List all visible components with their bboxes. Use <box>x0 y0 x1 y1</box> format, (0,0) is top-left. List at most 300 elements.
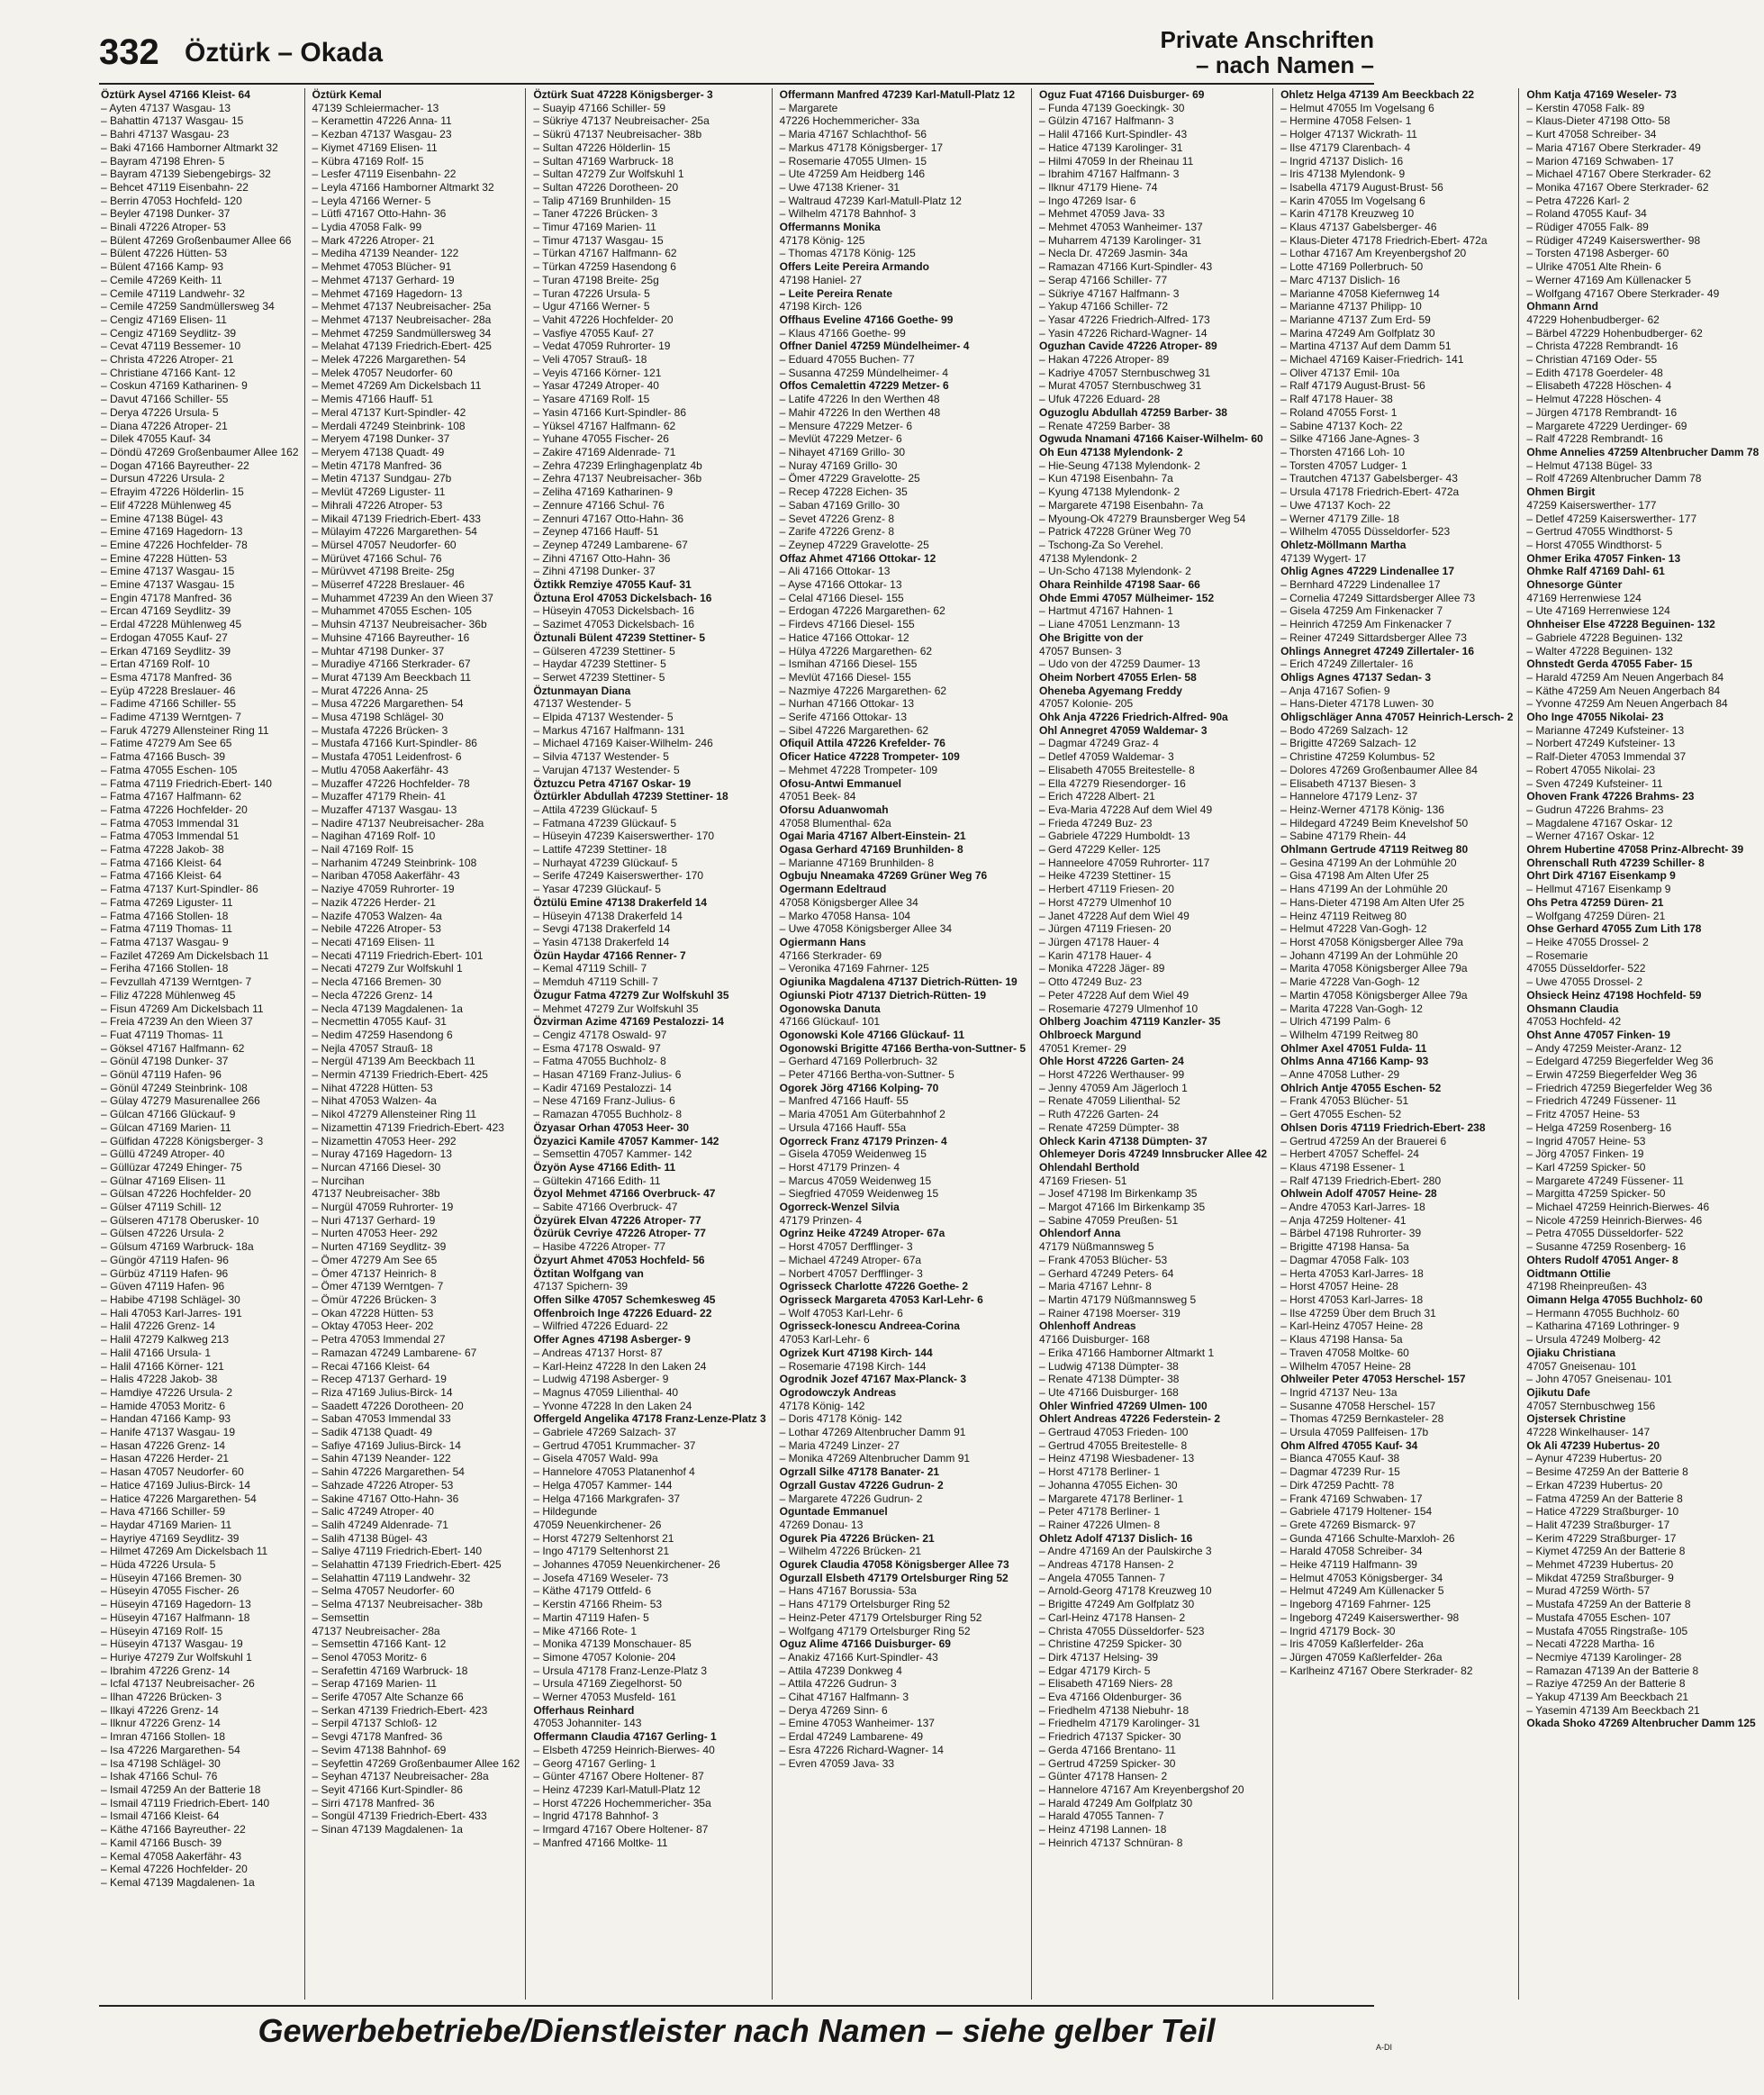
surname-entry: Ohlings Annegret 47249 Zillertaler- 16 <box>1280 644 1475 658</box>
listing-entry: – Mehmet 47239 Hubertus- 20 <box>1526 1558 1674 1572</box>
listing-entry: – Hannelore 47053 Platanenhof 4 <box>533 1465 695 1479</box>
listing-entry: – Dilek 47055 Kauf- 34 <box>101 432 212 446</box>
listing-entry: – Mehmet 47137 Gerhard- 19 <box>312 273 455 286</box>
listing-entry: – Erdal 47249 Lambarene- 49 <box>779 1730 924 1744</box>
surname-entry: Ohsieck Heinz 47198 Hochfeld- 59 <box>1526 988 1702 1002</box>
listing-entry: 47051 Beek- 84 <box>779 790 856 803</box>
listing-entry: – Memduh 47119 Schill- 7 <box>533 975 658 989</box>
surname-entry: Ohlms Anna 47166 Kamp- 93 <box>1280 1055 1429 1068</box>
surname-entry: Ogrisseck Charlotte 47226 Goethe- 2 <box>779 1280 969 1293</box>
listing-entry: – Safiye 47169 Julius-Birck- 14 <box>312 1438 461 1452</box>
listing-entry: – Erdogan 47055 Kauf- 27 <box>101 630 228 644</box>
listing-entry: – Kurt 47058 Schreiber- 34 <box>1526 128 1657 141</box>
listing-entry: – Rosemarie 47198 Kirch- 144 <box>779 1359 927 1373</box>
listing-entry: – Selahattin 47119 Landwehr- 32 <box>312 1571 471 1584</box>
listing-entry: – Patrick 47228 Grüner Weg 70 <box>1039 525 1191 539</box>
listing-entry: – Horst 47057 Derfflinger- 3 <box>779 1240 913 1254</box>
listing-entry: – Hüseyin 47137 Wasgau- 19 <box>101 1637 243 1651</box>
listing-entry: – Keramettin 47226 Anna- 11 <box>312 114 452 128</box>
listing-entry: – Fatma 47228 Jakob- 38 <box>101 843 224 857</box>
listing-entry: – Feriha 47166 Stollen- 18 <box>101 962 229 975</box>
listing-entry: – Wolf 47053 Karl-Lehr- 6 <box>779 1306 903 1320</box>
listing-entry: – Harald 47055 Tannen- 7 <box>1039 1809 1164 1823</box>
listing-entry: – Emine 47137 Wasgau- 15 <box>101 578 235 592</box>
surname-entry: Ohlmann Gertrude 47119 Reitweg 80 <box>1280 843 1469 857</box>
listing-entry: – Hannelore 47167 Am Kreyenbergshof 20 <box>1039 1783 1244 1796</box>
corner-code: A-DI <box>1376 2043 1392 2052</box>
listing-entry: – Nuray 47169 Grillo- 30 <box>779 458 898 472</box>
listing-entry: – Trautchen 47137 Gabelsberger- 43 <box>1280 472 1458 485</box>
listing-entry: – Harald 47058 Schreiber- 34 <box>1280 1545 1423 1558</box>
listing-entry: – Kiymet 47169 Elisen- 11 <box>312 141 438 154</box>
listing-entry: – Ömer 47279 Am See 65 <box>312 1253 438 1266</box>
listing-entry: – Ismihan 47166 Diesel- 155 <box>779 658 918 671</box>
listing-entry: – Eduard 47055 Buchen- 77 <box>779 353 915 367</box>
listing-entry: 47053 Karl-Lehr- 6 <box>779 1333 870 1347</box>
listing-entry: – Gülay 47279 Masurenallee 266 <box>101 1094 260 1108</box>
listing-entry: – Salih 47138 Bügel- 43 <box>312 1531 428 1545</box>
surname-entry: Offer Agnes 47198 Asberger- 9 <box>533 1333 691 1347</box>
listing-entry: – Ilse 47179 Clarenbach- 4 <box>1280 141 1411 154</box>
surname-entry: Ogai Maria 47167 Albert-Einstein- 21 <box>779 830 966 843</box>
listing-entry: – Hanife 47137 Wasgau- 19 <box>101 1426 235 1439</box>
listing-entry: – Gülcan 47169 Marien- 11 <box>101 1120 231 1134</box>
listing-entry: 47178 König- 125 <box>779 233 865 247</box>
listing-entry: – Zarife 47226 Grenz- 8 <box>779 525 895 539</box>
listing-entry: – Roland 47055 Forst- 1 <box>1280 405 1398 419</box>
listing-entry: – Gisa 47198 Am Alten Ufer 25 <box>1280 869 1429 883</box>
listing-entry: – Beyler 47198 Dunker- 37 <box>101 207 231 221</box>
surname-entry: Ogonowski Kole 47166 Glückauf- 11 <box>779 1028 965 1041</box>
listing-entry: – Horst 47178 Berliner- 1 <box>1039 1465 1161 1479</box>
listing-entry: – Horst 47279 Seltenhorst 21 <box>533 1531 674 1545</box>
listing-entry: – Yasar 47249 Atroper- 40 <box>533 379 659 393</box>
listing-entry: – Margarete 47229 Uerdinger- 69 <box>1526 419 1687 432</box>
surname-entry: Ohmer Erika 47057 Finken- 13 <box>1526 551 1681 565</box>
surname-entry: Özyol Mehmet 47166 Overbruck- 47 <box>533 1187 716 1201</box>
surname-entry: Ogermann Edeltraud <box>779 883 887 896</box>
listing-entry: – Ursula 47178 Franz-Lenze-Platz 3 <box>533 1664 708 1677</box>
surname-entry: Offaz Ahmet 47166 Ottokar- 12 <box>779 551 936 565</box>
listing-entry: – Cengiz 47169 Elisen- 11 <box>101 313 227 326</box>
listing-entry: – Werner 47179 Zille- 18 <box>1280 512 1399 525</box>
listing-entry: – Gerhard 47249 Peters- 64 <box>1039 1266 1174 1280</box>
listing-entry: – Angela 47055 Tannen- 7 <box>1039 1571 1165 1584</box>
listing-entry: – Salih 47249 Aldenrade- 71 <box>312 1518 448 1531</box>
listing-entry: – Gönül 47119 Hafen- 96 <box>101 1068 222 1082</box>
listing-entry: – Brigitte 47198 Hansa- 5a <box>1280 1240 1409 1254</box>
footer-rule <box>99 2005 1374 2007</box>
listing-entry: – Eyüp 47228 Breslauer- 46 <box>101 684 236 697</box>
listing-entry: – Peter 47178 Berliner- 1 <box>1039 1505 1161 1519</box>
surname-entry: Ohletz Adolf 47137 Dislich- 16 <box>1039 1531 1193 1545</box>
listing-entry: – Hüseyin 47239 Kaiserswerther- 170 <box>533 830 715 843</box>
listing-entry: – Selma 47057 Neudorfer- 60 <box>312 1584 455 1598</box>
listing-entry: – Mustafa 47259 An der Batterie 8 <box>1526 1598 1691 1611</box>
surname-entry: Ohara Reinhilde 47198 Saar- 66 <box>1039 578 1200 592</box>
listing-entry: – Klaus 47166 Goethe- 99 <box>779 326 906 340</box>
listing-entry: – Fatmana 47239 Glückauf- 5 <box>533 816 677 830</box>
listing-entry: – Bayram 47139 Siebengebirgs- 32 <box>101 168 271 181</box>
listing-entry: – Jürgen 47059 Kaßlerfelder- 26a <box>1280 1650 1443 1664</box>
listing-entry: – Göksel 47167 Halfmann- 62 <box>101 1041 245 1055</box>
listing-entry: – Andre 47053 Karl-Jarres- 18 <box>1280 1201 1425 1214</box>
listing-entry: – Ufuk 47226 Eduard- 28 <box>1039 393 1161 406</box>
listing-entry: – Margarete 47226 Gudrun- 2 <box>779 1492 923 1505</box>
listing-entry: 47166 Sterkrader- 69 <box>779 948 882 962</box>
listing-entry: – Hatice 47226 Margarethen- 54 <box>101 1492 257 1505</box>
listing-entry: – Ömer 47137 Heinrich- 8 <box>312 1266 437 1280</box>
listing-entry: – Ilhan 47226 Brücken- 3 <box>101 1691 222 1704</box>
surname-entry: Ohters Rudolf 47051 Anger- 8 <box>1526 1253 1678 1266</box>
listing-entry: – Johanna 47055 Eichen- 30 <box>1039 1478 1178 1492</box>
listing-entry: – Georg 47167 Gerling- 1 <box>533 1756 656 1770</box>
listing-entry: – Mehmet 47259 Sandmüllersweg 34 <box>312 326 492 340</box>
surname-entry: Ohrt Dirk 47167 Eisenkamp 9 <box>1526 869 1676 883</box>
listing-entry: – Torsten 47198 Asberger- 60 <box>1526 247 1669 260</box>
listing-entry: – Horst 47053 Karl-Jarres- 18 <box>1280 1292 1424 1306</box>
listing-entry: 47229 Hohenbudberger- 62 <box>1526 313 1660 326</box>
listing-entry: – Erich 47249 Zillertaler- 16 <box>1280 658 1414 671</box>
listing-entry: – Mustafa 47055 Ringstraße- 105 <box>1526 1624 1688 1637</box>
listing-entry: – Wolfgang 47167 Obere Sterkrader- 49 <box>1526 286 1720 300</box>
listing-entry: – Nejla 47057 Strauß- 18 <box>312 1041 433 1055</box>
listing-entry: – Andreas 47178 Hansen- 2 <box>1039 1558 1174 1572</box>
listing-entry: – Serife 47166 Ottokar- 13 <box>779 711 908 724</box>
listing-entry: – Klaus 47198 Essener- 1 <box>1280 1160 1406 1174</box>
surname-entry: Ohleck Karin 47138 Dümpten- 37 <box>1039 1134 1208 1147</box>
listing-entry: – Herta 47053 Karl-Jarres- 18 <box>1280 1266 1424 1280</box>
surname-entry: Ohle Horst 47226 Garten- 24 <box>1039 1055 1184 1068</box>
listing-entry: – Necati 47279 Zur Wolfskuhl 1 <box>312 962 463 975</box>
listing-entry: – Anja 47259 Holtener- 41 <box>1280 1213 1407 1227</box>
listing-entry: – Gisela 47059 Weidenweg 15 <box>779 1147 927 1161</box>
listing-entry: – Murad 47259 Wörth- 57 <box>1526 1584 1651 1598</box>
listing-entry: – Traven 47058 Moltke- 60 <box>1280 1346 1409 1359</box>
listing-entry: – Ingrid 47057 Heine- 53 <box>1526 1134 1646 1147</box>
listing-entry: – Ingeborg 47249 Kaiserswerther- 98 <box>1280 1610 1460 1624</box>
listing-entry: – Saban 47169 Grillo- 30 <box>779 498 900 512</box>
listing-entry: – Walter 47228 Beguinen- 132 <box>1526 644 1673 658</box>
listing-entry: – Fatma 47166 Kleist- 64 <box>101 856 222 869</box>
listing-entry: – Peter 47228 Auf dem Wiel 49 <box>1039 988 1190 1002</box>
listing-entry: – Hüseyin 47138 Drakerfeld 14 <box>533 909 683 922</box>
listing-entry: – Hüseyin 47166 Bremen- 30 <box>101 1571 242 1584</box>
surname-entry: Öztürk Kemal <box>312 88 382 101</box>
listing-entry: – Marcus 47059 Weidenweg 15 <box>779 1174 932 1187</box>
surname-entry: Ohme Annelies 47259 Altenbrucher Damm 78 <box>1526 445 1759 458</box>
listing-entry: – Ute 47259 Am Heidberg 146 <box>779 168 926 181</box>
listing-entry: – Martina 47137 Auf dem Damm 51 <box>1280 340 1452 353</box>
listing-entry: – Gertrud 47259 Spicker- 30 <box>1039 1756 1176 1770</box>
listing-entry: – Monika 47167 Obere Sterkrader- 62 <box>1526 180 1709 194</box>
listing-entry: – Ursula 47169 Ziegelhorst- 50 <box>533 1677 683 1691</box>
listing-entry: – Heinz 47198 Wiesbadener- 13 <box>1039 1452 1195 1465</box>
listing-entry: – Sevgi 47138 Drakerfeld 14 <box>533 922 671 936</box>
surname-entry: Öztunmayan Diana <box>533 684 631 697</box>
surname-entry: Ogrodnik Jozef 47167 Max-Planck- 3 <box>779 1373 967 1386</box>
listing-entry: – Musa 47226 Margarethen- 54 <box>312 697 464 711</box>
listing-entry: – Mehmet 47137 Neubreisacher- 25a <box>312 300 492 313</box>
listing-entry: – Mürüvet 47166 Schul- 76 <box>312 551 442 565</box>
listing-entry: – Roland 47055 Kauf- 34 <box>1526 207 1647 221</box>
listing-entry: – Gertrud 47055 Windthorst- 5 <box>1526 525 1673 539</box>
listing-entry: – Gabriele 47229 Humboldt- 13 <box>1039 830 1190 843</box>
listing-entry: – Sabine 47137 Koch- 22 <box>1280 419 1403 432</box>
listing-entry: – Sabine 47179 Rhein- 44 <box>1280 830 1407 843</box>
listing-entry: – Waltraud 47239 Karl-Matull-Platz 12 <box>779 194 962 207</box>
listing-entry: – Kadriye 47057 Sternbuschweg 31 <box>1039 366 1211 379</box>
surname-entry: Ofosu-Antwi Emmanuel <box>779 776 901 790</box>
listing-entry: – Nuri 47137 Gerhard- 19 <box>312 1213 436 1227</box>
listing-entry: – Markus 47167 Halfmann- 131 <box>533 723 685 737</box>
listing-entry: – Petra 47055 Düsseldorfer- 522 <box>1526 1227 1684 1240</box>
listing-entry: – Marie 47228 Van-Gogh- 12 <box>1280 975 1420 989</box>
listing-entry: – Sevgi 47178 Manfred- 36 <box>312 1730 443 1744</box>
listing-entry: – Lattife 47239 Stettiner- 18 <box>533 843 667 857</box>
listing-entry: – Recep 47137 Gerhard- 19 <box>312 1373 447 1386</box>
listing-entry: – Raziye 47259 An der Batterie 8 <box>1526 1677 1686 1691</box>
listing-entry: 47259 Kaiserswerther- 177 <box>1526 498 1657 512</box>
listing-entry: – Hildegunde <box>533 1505 598 1519</box>
listing-entry: – Mevlüt 47229 Metzer- 6 <box>779 432 902 446</box>
listing-entry: – Necati 47228 Martha- 16 <box>1526 1637 1655 1651</box>
listing-entry: – Myoung-Ok 47279 Braunsberger Weg 54 <box>1039 512 1246 525</box>
listing-entry: 47058 Blumenthal- 62a <box>779 816 891 830</box>
surname-entry: Ogrzall Silke 47178 Banater- 21 <box>779 1465 940 1479</box>
listing-entry: – Isa 47226 Margarethen- 54 <box>101 1743 240 1756</box>
surname-entry: Ohst Anne 47057 Finken- 19 <box>1526 1028 1670 1041</box>
listing-entry: – Kerstin 47166 Rheim- 53 <box>533 1598 663 1611</box>
listing-entry: 47226 Hochemmericher- 33a <box>779 114 920 128</box>
surname-entry: Özyasar Orhan 47053 Heer- 30 <box>533 1120 690 1134</box>
listing-entry: – Jürgen 47119 Friesen- 20 <box>1039 922 1171 936</box>
listing-entry: – Ingrid 47178 Bahnhof- 3 <box>533 1809 659 1823</box>
listing-entry: – Melek 47226 Margarethen- 54 <box>312 353 466 367</box>
listing-entry: – Serafettin 47169 Warbruck- 18 <box>312 1664 468 1677</box>
listing-entry: – Yakup 47139 Am Beeckbach 21 <box>1526 1691 1689 1704</box>
listing-entry: – Derya 47269 Sinn- 6 <box>779 1703 888 1717</box>
listing-entry: – Friedhelm 47179 Karolinger- 31 <box>1039 1717 1200 1730</box>
listing-entry: – Necla 47166 Bremen- 30 <box>312 975 441 989</box>
listing-entry: – Wilhelm 47057 Heine- 28 <box>1280 1359 1411 1373</box>
listing-entry: – Gülzin 47167 Halfmann- 3 <box>1039 114 1174 128</box>
listing-entry: – Helmut 47138 Bügel- 33 <box>1526 458 1652 472</box>
listing-entry: – Simone 47057 Kolonie- 204 <box>533 1650 676 1664</box>
listing-entry: – Mikdat 47259 Straßburger- 9 <box>1526 1571 1674 1584</box>
listing-entry: – Hamdiye 47226 Ursula- 2 <box>101 1385 233 1399</box>
listing-entry: – Muhsine 47166 Bayreuther- 16 <box>312 630 470 644</box>
listing-entry: – Susanne 47058 Herschel- 157 <box>1280 1399 1436 1412</box>
listing-entry: – Friedrich 47137 Spicker- 30 <box>1039 1730 1181 1744</box>
listing-entry: – Varujan 47137 Westender- 5 <box>533 763 680 776</box>
listing-entry: – Muhammet 47239 An den Wieen 37 <box>312 591 493 604</box>
listing-entry: – Heike 47239 Stettiner- 15 <box>1039 869 1171 883</box>
listing-entry: – Haydar 47239 Stettiner- 5 <box>533 658 666 671</box>
listing-entry: – Saliye 47119 Friedrich-Ebert- 140 <box>312 1545 483 1558</box>
listing-entry: – Muhammet 47055 Eschen- 105 <box>312 604 472 618</box>
listing-entry: – Halit 47239 Straßburger- 17 <box>1526 1518 1670 1531</box>
listing-entry: – Nicole 47259 Heinrich-Bierwes- 46 <box>1526 1213 1703 1227</box>
listing-entry: – Hannelore 47179 Lenz- 37 <box>1280 790 1418 803</box>
listing-entry: – Icfal 47137 Neubreisacher- 26 <box>101 1677 255 1691</box>
listing-entry: – Funda 47139 Goeckingk- 30 <box>1039 101 1185 114</box>
listing-entry: – Hakan 47226 Atroper- 89 <box>1039 353 1170 367</box>
listing-entry: – Markus 47178 Königsberger- 17 <box>779 141 944 154</box>
listing-entry: – Petra 47053 Immendal 27 <box>312 1333 446 1347</box>
surname-entry: Ojiaku Christiana <box>1526 1346 1616 1359</box>
listing-entry: – Ella 47279 Riesendorger- 16 <box>1039 776 1186 790</box>
surname-entry: Ohlendahl Berthold <box>1039 1160 1140 1174</box>
listing-entry: – Ursula 47249 Molberg- 42 <box>1526 1333 1661 1347</box>
listing-entry: – Ludwig 47198 Asberger- 9 <box>533 1373 669 1386</box>
listing-entry: – Ramazan 47166 Kurt-Spindler- 43 <box>1039 260 1213 274</box>
listing-entry: – Fatime 47279 Am See 65 <box>101 737 232 750</box>
listing-entry: – Ayten 47137 Wasgau- 13 <box>101 101 231 114</box>
listing-entry: – Metin 47178 Manfred- 36 <box>312 458 442 472</box>
listing-entry: – Maria 47249 Linzer- 27 <box>779 1438 900 1452</box>
listing-entry: – Selahattin 47139 Friedrich-Ebert- 425 <box>312 1558 502 1572</box>
listing-entry: – Necati 47169 Elisen- 11 <box>312 936 436 948</box>
listing-entry: – Heinrich 47259 Am Finkenacker 7 <box>1280 618 1452 631</box>
listing-entry: – Fatma 47226 Hochfelder- 20 <box>101 803 248 816</box>
listing-entry: – Sükriye 47137 Neubreisacher- 25a <box>533 114 710 128</box>
listing-entry: – Kadir 47169 Pestalozzi- 14 <box>533 1081 672 1094</box>
listing-entry: – Muhsin 47137 Neubreisacher- 36b <box>312 618 487 631</box>
listing-entry: – Derya 47226 Ursula- 5 <box>101 405 219 419</box>
surname-entry: Ohlrich Antje 47055 Eschen- 52 <box>1280 1081 1442 1094</box>
listing-entry: – Bahri 47137 Wasgau- 23 <box>101 128 230 141</box>
listing-entry: – Helmut 47228 Van-Gogh- 12 <box>1280 922 1427 936</box>
listing-entry: – Hüseyin 47053 Dickelsbach- 16 <box>533 604 695 618</box>
listing-entry: – Ayse 47166 Ottokar- 13 <box>779 578 902 592</box>
listing-entry: – Hayriye 47169 Seydlitz- 39 <box>101 1531 240 1545</box>
listing-entry: – Edith 47178 Goerdeler- 48 <box>1526 366 1663 379</box>
listing-entry: 47198 Rheinpreußen- 43 <box>1526 1280 1647 1293</box>
listing-entry: – Türkan 47259 Hasendong 6 <box>533 260 676 274</box>
listing-entry: – Horst 47226 Hochemmericher- 35a <box>533 1796 711 1809</box>
surname-entry: Ohligschläger Anna 47057 Heinrich-Lersch- 2 <box>1280 711 1514 724</box>
listing-entry: – Hüseyin 47169 Rolf- 15 <box>101 1624 223 1637</box>
listing-entry: 47053 Hochfeld- 42 <box>1526 1015 1622 1029</box>
listing-entry: – Marianne 47169 Brunhilden- 8 <box>779 856 935 869</box>
directory-column <box>304 88 526 2000</box>
listing-entry: – Michael 47169 Kaiser-Wilhelm- 246 <box>533 737 713 750</box>
surname-entry: Ogurek Pia 47226 Brücken- 21 <box>779 1531 935 1545</box>
listing-entry: – Gülfidan 47228 Königsberger- 3 <box>101 1134 264 1147</box>
listing-entry: – Bayram 47198 Ehren- 5 <box>101 154 225 168</box>
listing-entry: 47179 Nüßmannsweg 5 <box>1039 1240 1154 1254</box>
listing-entry: – Saban 47053 Immendal 33 <box>312 1412 451 1426</box>
surname-entry: Oforsu Aduanwomah <box>779 803 889 816</box>
listing-entry: – Maria 47167 Schlachthof- 56 <box>779 128 927 141</box>
listing-entry: – Heinz 47239 Karl-Matull-Platz 12 <box>533 1783 701 1796</box>
listing-entry: – Silke 47166 Jane-Agnes- 3 <box>1280 432 1420 446</box>
listing-entry: – Berrin 47053 Hochfeld- 120 <box>101 194 242 207</box>
listing-entry: – Karin 47178 Hauer- 4 <box>1039 948 1152 962</box>
listing-entry: – Hatice 47169 Julius-Birck- 14 <box>101 1478 251 1492</box>
listing-entry: – Fazilet 47269 Am Dickelsbach 11 <box>101 948 269 962</box>
listing-entry: – Murat 47226 Anna- 25 <box>312 684 429 697</box>
listing-entry: – Susanne 47259 Rosenberg- 16 <box>1526 1240 1687 1254</box>
listing-entry: – Nazmiye 47226 Margarethen- 62 <box>779 684 947 697</box>
listing-entry: – Mehmet 47053 Wanheimer- 137 <box>1039 221 1203 234</box>
listing-entry: – Emine 47169 Hagedorn- 13 <box>101 525 243 539</box>
listing-entry: – Harald 47259 Am Neuen Angerbach 84 <box>1526 670 1724 684</box>
listing-entry: – Gönül 47198 Dunker- 37 <box>101 1055 229 1068</box>
listing-entry: – Udo von der 47259 Daumer- 13 <box>1039 658 1200 671</box>
listing-entry: – Nazik 47226 Herder- 21 <box>312 895 436 909</box>
listing-entry: – Gülsum 47169 Warbruck- 18a <box>101 1240 254 1254</box>
listing-entry: – Halil 47226 Grenz- 14 <box>101 1320 215 1333</box>
surname-entry: Ohe Brigitte von der <box>1039 630 1144 644</box>
listing-entry: 47139 Schleiermacher- 13 <box>312 101 439 114</box>
listing-entry: – Necati 47119 Friedrich-Ebert- 101 <box>312 948 484 962</box>
listing-entry: – Hermine 47058 Felsen- 1 <box>1280 114 1412 128</box>
surname-entry: Ogiunski Piotr 47137 Dietrich-Rütten- 19 <box>779 988 987 1002</box>
listing-entry: – Frank 47169 Schwaben- 17 <box>1280 1492 1423 1505</box>
listing-entry: – Nese 47169 Franz-Julius- 6 <box>533 1094 675 1108</box>
listing-entry: – Heike 47055 Drossel- 2 <box>1526 936 1649 948</box>
listing-entry: – Binali 47226 Atroper- 53 <box>101 221 226 234</box>
listing-entry: – Ralf 47139 Friedrich-Ebert- 280 <box>1280 1174 1442 1187</box>
listing-entry: – Yvonne 47259 Am Neuen Angerbach 84 <box>1526 697 1728 711</box>
surname-entry: Öztürkler Abdullah 47239 Stettiner- 18 <box>533 790 728 803</box>
listing-entry: – Rosemarie 47279 Ulmenhof 10 <box>1039 1002 1199 1015</box>
listing-entry: – Kübra 47169 Rolf- 15 <box>312 154 424 168</box>
listing-entry: – Helga 47259 Rosenberg- 16 <box>1526 1120 1672 1134</box>
listing-entry: – Yasin 47166 Kurt-Spindler- 86 <box>533 405 686 419</box>
listing-entry: – Ömür 47226 Brücken- 3 <box>312 1292 437 1306</box>
listing-entry: – Michael 47169 Kaiser-Friedrich- 141 <box>1280 353 1464 367</box>
listing-entry: – Güllüzar 47249 Ehinger- 75 <box>101 1160 242 1174</box>
listing-entry: – Helmut 47228 Höschen- 4 <box>1526 393 1661 406</box>
surname-entry: Ohoven Frank 47226 Brahms- 23 <box>1526 790 1695 803</box>
listing-entry: – Bärbel 47198 Ruhrorter- 39 <box>1280 1227 1422 1240</box>
listing-entry: – Veli 47057 Strauß- 18 <box>533 353 647 367</box>
surname-entry: Oh Eun 47138 Mylendonk- 2 <box>1039 445 1183 458</box>
listing-entry: – Yasin 47138 Drakerfeld 14 <box>533 936 670 948</box>
listing-entry: – Yasar 47239 Glückauf- 5 <box>533 883 661 896</box>
listing-entry: – Cornelia 47249 Sittardsberger Allee 73 <box>1280 591 1476 604</box>
listing-entry: – Sadik 47138 Quadt- 49 <box>312 1426 432 1439</box>
surname-entry: Ohlberg Joachim 47119 Kanzler- 35 <box>1039 1015 1221 1029</box>
listing-entry: – Herbert 47119 Friesen- 20 <box>1039 883 1174 896</box>
listing-entry: – Mehmet 47137 Neubreisacher- 28a <box>312 313 492 326</box>
listing-entry: – Ulrike 47051 Alte Rhein- 6 <box>1526 260 1661 274</box>
surname-entry: Oguzhan Cavide 47226 Atroper- 89 <box>1039 340 1217 353</box>
listing-entry: – Ralf 47178 Hauer- 38 <box>1280 393 1393 406</box>
listing-entry: – Celal 47166 Diesel- 155 <box>779 591 904 604</box>
listing-entry: – Mihrali 47226 Atroper- 53 <box>312 498 443 512</box>
listing-entry: – Fatma 47053 Immendal 31 <box>101 816 240 830</box>
listing-entry: 47139 Wygert- 17 <box>1280 551 1367 565</box>
listing-entry: – Mike 47166 Rote- 1 <box>533 1624 638 1637</box>
listing-entry: – Nadire 47137 Neubreisacher- 28a <box>312 816 484 830</box>
listing-entry: – Fatma 47166 Stollen- 18 <box>101 909 229 922</box>
surname-entry: Ohlemeyer Doris 47249 Innsbrucker Allee 42 <box>1039 1147 1268 1161</box>
surname-entry: Ojikutu Dafe <box>1526 1385 1591 1399</box>
listing-entry: – Heinz 47119 Reitweg 80 <box>1280 909 1407 922</box>
listing-entry: – Türkan 47167 Halfmann- 62 <box>533 247 677 260</box>
listing-entry: – Jürgen 47178 Rembrandt- 16 <box>1526 405 1678 419</box>
listing-entry: – Esma 47178 Manfred- 36 <box>101 670 232 684</box>
listing-entry: – Bülent 47269 Großenbaumer Allee 66 <box>101 233 292 247</box>
listing-entry: – Gülsen 47226 Ursula- 2 <box>101 1227 224 1240</box>
listing-entry: – Senol 47053 Moritz- 6 <box>312 1650 427 1664</box>
listing-entry: – Gülsan 47226 Hochfelder- 20 <box>101 1187 251 1201</box>
listing-entry: – Sibel 47226 Margarethen- 62 <box>779 723 929 737</box>
